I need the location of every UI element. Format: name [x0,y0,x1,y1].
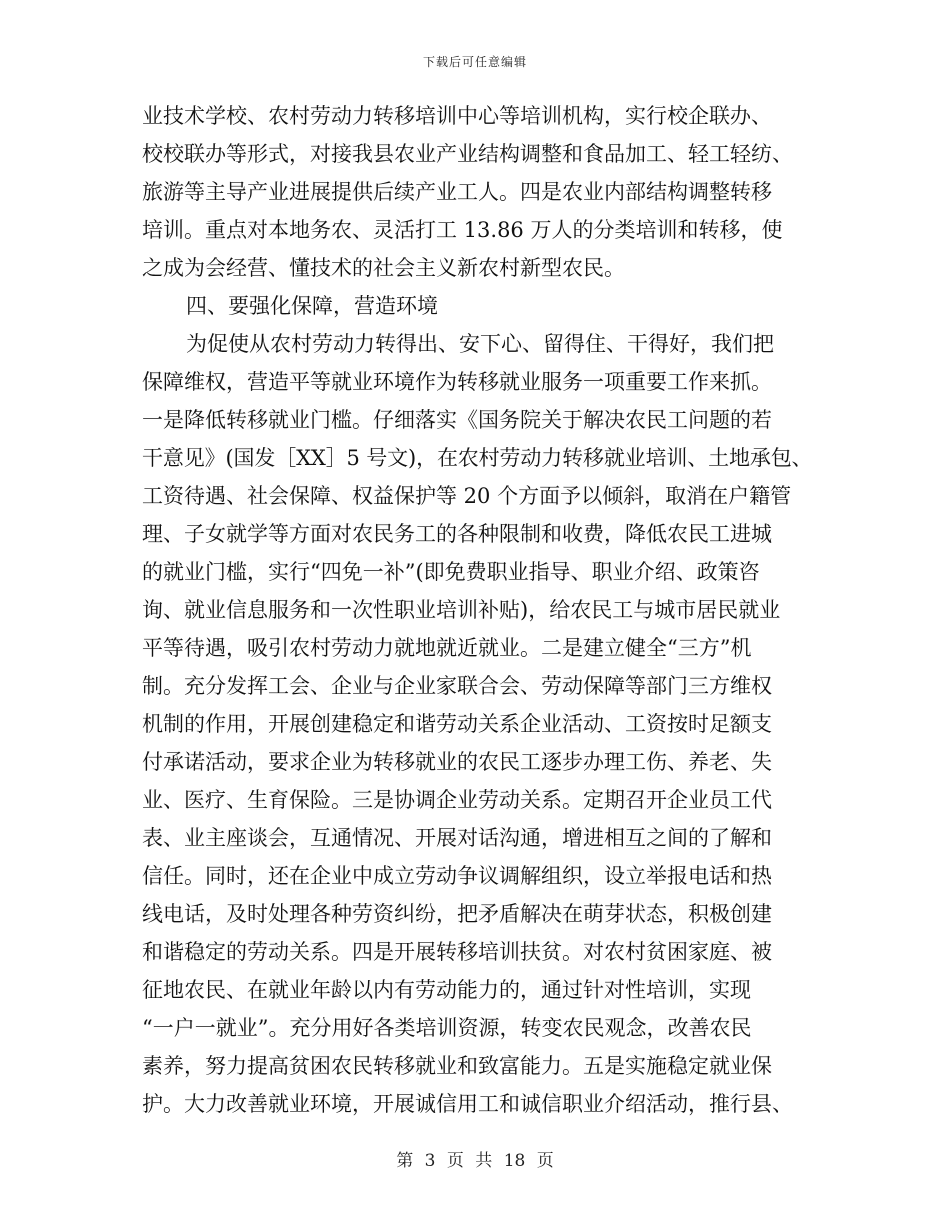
text-line: 付承诺活动，要求企业为转移就业的农民工逐步办理工伤、养老、失 [142,750,772,774]
text-line: 素养，努力提高贫困农民转移就业和致富能力。五是实施稳定就业保 [142,1054,772,1078]
text-line: 校校联办等形式，对接我县农业产业结构调整和食品加工、轻工轻纺、 [142,142,793,166]
document-body [142,97,812,1123]
text-line: 理、子女就学等方面对农民务工的各种限制和收费，降低农民工进城 [142,522,772,546]
text-line: 工资待遇、社会保障、权益保护等 20 个方面予以倾斜，取消在户籍管 [142,484,792,508]
text-line: 业、医疗、生育保险。三是协调企业劳动关系。定期召开企业员工代 [142,788,772,812]
text-line: “一户一就业”。充分用好各类培训资源，转变农民观念，改善农民 [142,1016,752,1040]
text-line: 保障维权，营造平等就业环境作为转移就业服务一项重要工作来抓。 [142,370,772,394]
text-line: 的就业门槛，实行“四免一补”(即免费职业指导、职业介绍、政策咨 [142,560,760,584]
text-line: 培训。重点对本地务农、灵活打工 13.86 万人的分类培训和转移，使 [142,218,783,242]
page-footer: 第 3 页 共 18 页 [396,1151,554,1171]
text-line: 四、要强化保障，营造环境 [186,294,438,318]
text-line: 制。充分发挥工会、企业与企业家联合会、劳动保障等部门三方维权 [142,674,772,698]
text-line: 和谐稳定的劳动关系。四是开展转移培训扶贫。对农村贫困家庭、被 [142,940,772,964]
text-line: 表、业主座谈会，互通情况、开展对话沟通，增进相互之间的了解和 [142,826,772,850]
text-line: 平等待遇，吸引农村劳动力就地就近就业。二是建立健全“三方”机 [142,636,752,660]
text-line: 一是降低转移就业门槛。仔细落实《国务院关于解决农民工问题的若 [142,408,772,432]
text-line: 业技术学校、农村劳动力转移培训中心等培训机构，实行校企联办、 [142,104,772,128]
text-line: 之成为会经营、懂技术的社会主义新农村新型农民。 [142,256,625,280]
text-line: 信任。同时，还在企业中成立劳动争议调解组织，设立举报电话和热 [142,864,772,888]
text-line: 询、就业信息服务和一次性职业培训补贴)，给农民工与城市居民就业 [142,598,781,622]
text-line: 机制的作用，开展创建稳定和谐劳动关系企业活动、工资按时足额支 [142,712,772,736]
text-line: 线电话，及时处理各种劳资纠纷，把矛盾解决在萌芽状态，积极创建 [142,902,772,926]
text-line: 为促使从农村劳动力转得出、安下心、留得住、干得好，我们把 [186,332,774,356]
text-line: 征地农民、在就业年龄以内有劳动能力的，通过针对性培训，实现 [142,978,751,1002]
text-line: 干意见》(国发［XX］5 号文)，在农村劳动力转移就业培训、土地承包、 [142,446,813,470]
text-line: 护。大力改善就业环境，开展诚信用工和诚信职业介绍活动，推行县、 [142,1092,793,1116]
text-line: 旅游等主导产业进展提供后续产业工人。四是农业内部结构调整转移 [142,180,772,204]
page-header: 下载后可任意编辑 [422,55,527,69]
